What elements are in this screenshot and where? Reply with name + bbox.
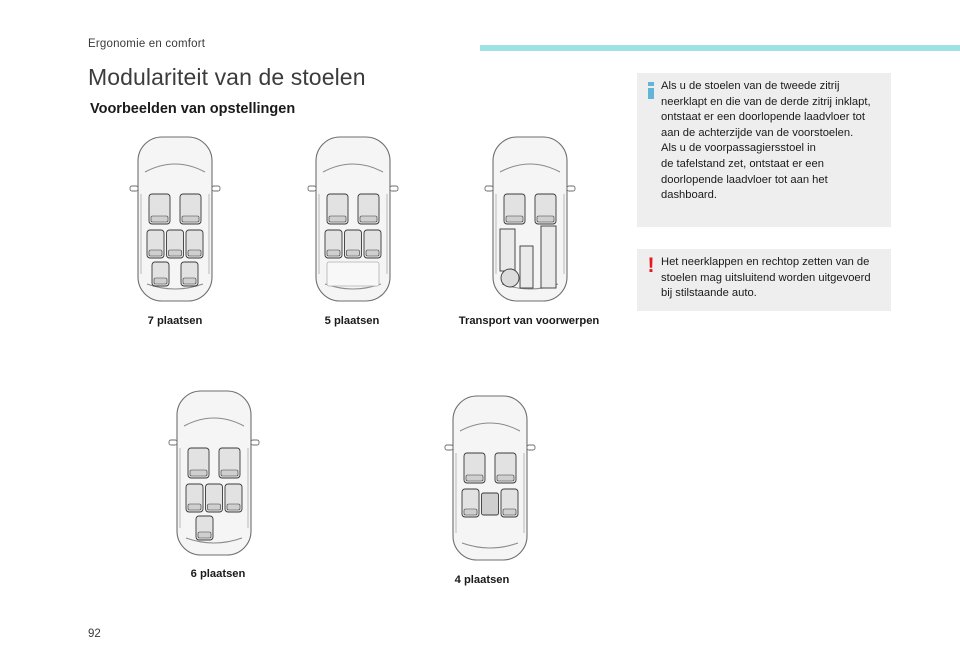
info-icon (648, 82, 654, 99)
mirror-left (485, 186, 493, 191)
info-note-text: Als u de stoelen van de tweede zitrij neerklapt en die van de derde zitrij inklapt, ontstaat er een doorlopende laadvloer tot aan de achterzijde van de voorstoelen. Als u de voorpassagiersstoel in de tafelstand zet, ontstaat er een doorlopende laadvloer tot aan het dashboard. (661, 80, 871, 202)
cargo-box (541, 226, 556, 288)
seat-back (151, 216, 168, 222)
page-number: 92 (88, 628, 101, 640)
mirror-left (445, 445, 453, 450)
page-subtitle: Voorbeelden van opstellingen (90, 101, 296, 117)
mirror-right (212, 186, 220, 191)
car-diagram-4-seats (440, 393, 540, 563)
car-diagram-5-seats (303, 134, 403, 304)
caption-4-seats: 4 plaatsen (454, 574, 510, 586)
seat-back (503, 509, 516, 515)
seat-back (497, 475, 514, 481)
cargo-box (500, 229, 515, 271)
seat-back (360, 216, 377, 222)
mirror-right (251, 440, 259, 445)
seat-back (366, 250, 379, 256)
seat-back (198, 532, 211, 538)
cargo-wheel (501, 269, 519, 287)
seat-back (464, 509, 477, 515)
car-diagram-6-seats (164, 388, 264, 558)
seat-back (537, 216, 554, 222)
mirror-right (390, 186, 398, 191)
mirror-right (527, 445, 535, 450)
seat-back (149, 250, 162, 256)
caption-6-seats: 6 plaatsen (190, 568, 246, 580)
page-title: Modulariteit van de stoelen (88, 64, 366, 90)
mirror-left (308, 186, 316, 191)
seat-back (208, 504, 221, 510)
section-label: Ergonomie en comfort (88, 38, 206, 50)
seat-back (182, 216, 199, 222)
warning-note-text: Het neerklappen en rechtop zetten van de stoelen mag uitsluitend worden uitgevoerd bij stilstaande auto. (661, 256, 871, 300)
info-note (637, 73, 891, 227)
mirror-right (567, 186, 575, 191)
seat-back (347, 250, 360, 256)
caption-cargo: Transport van voorwerpen (458, 315, 600, 327)
load-floor (327, 262, 379, 286)
car-diagram-7-seats (125, 134, 225, 304)
seat-back (227, 504, 240, 510)
car-diagram-cargo (480, 134, 580, 304)
seat-back (154, 278, 167, 284)
seat-back (190, 470, 207, 476)
mirror-left (130, 186, 138, 191)
caption-7-seats: 7 plaatsen (147, 315, 203, 327)
mirror-left (169, 440, 177, 445)
seat-back (221, 470, 238, 476)
caption-5-seats: 5 plaatsen (324, 315, 380, 327)
seat-back (188, 504, 201, 510)
seat-back (466, 475, 483, 481)
warning-icon: ! (647, 254, 655, 277)
cargo-box (520, 246, 533, 288)
folded-seat-table (482, 493, 499, 515)
seat-back (506, 216, 523, 222)
seat-back (169, 250, 182, 256)
seat-back (183, 278, 196, 284)
warning-note (637, 249, 891, 311)
header-accent-bar (480, 45, 960, 51)
seat-back (188, 250, 201, 256)
seat-back (327, 250, 340, 256)
seat-back (329, 216, 346, 222)
